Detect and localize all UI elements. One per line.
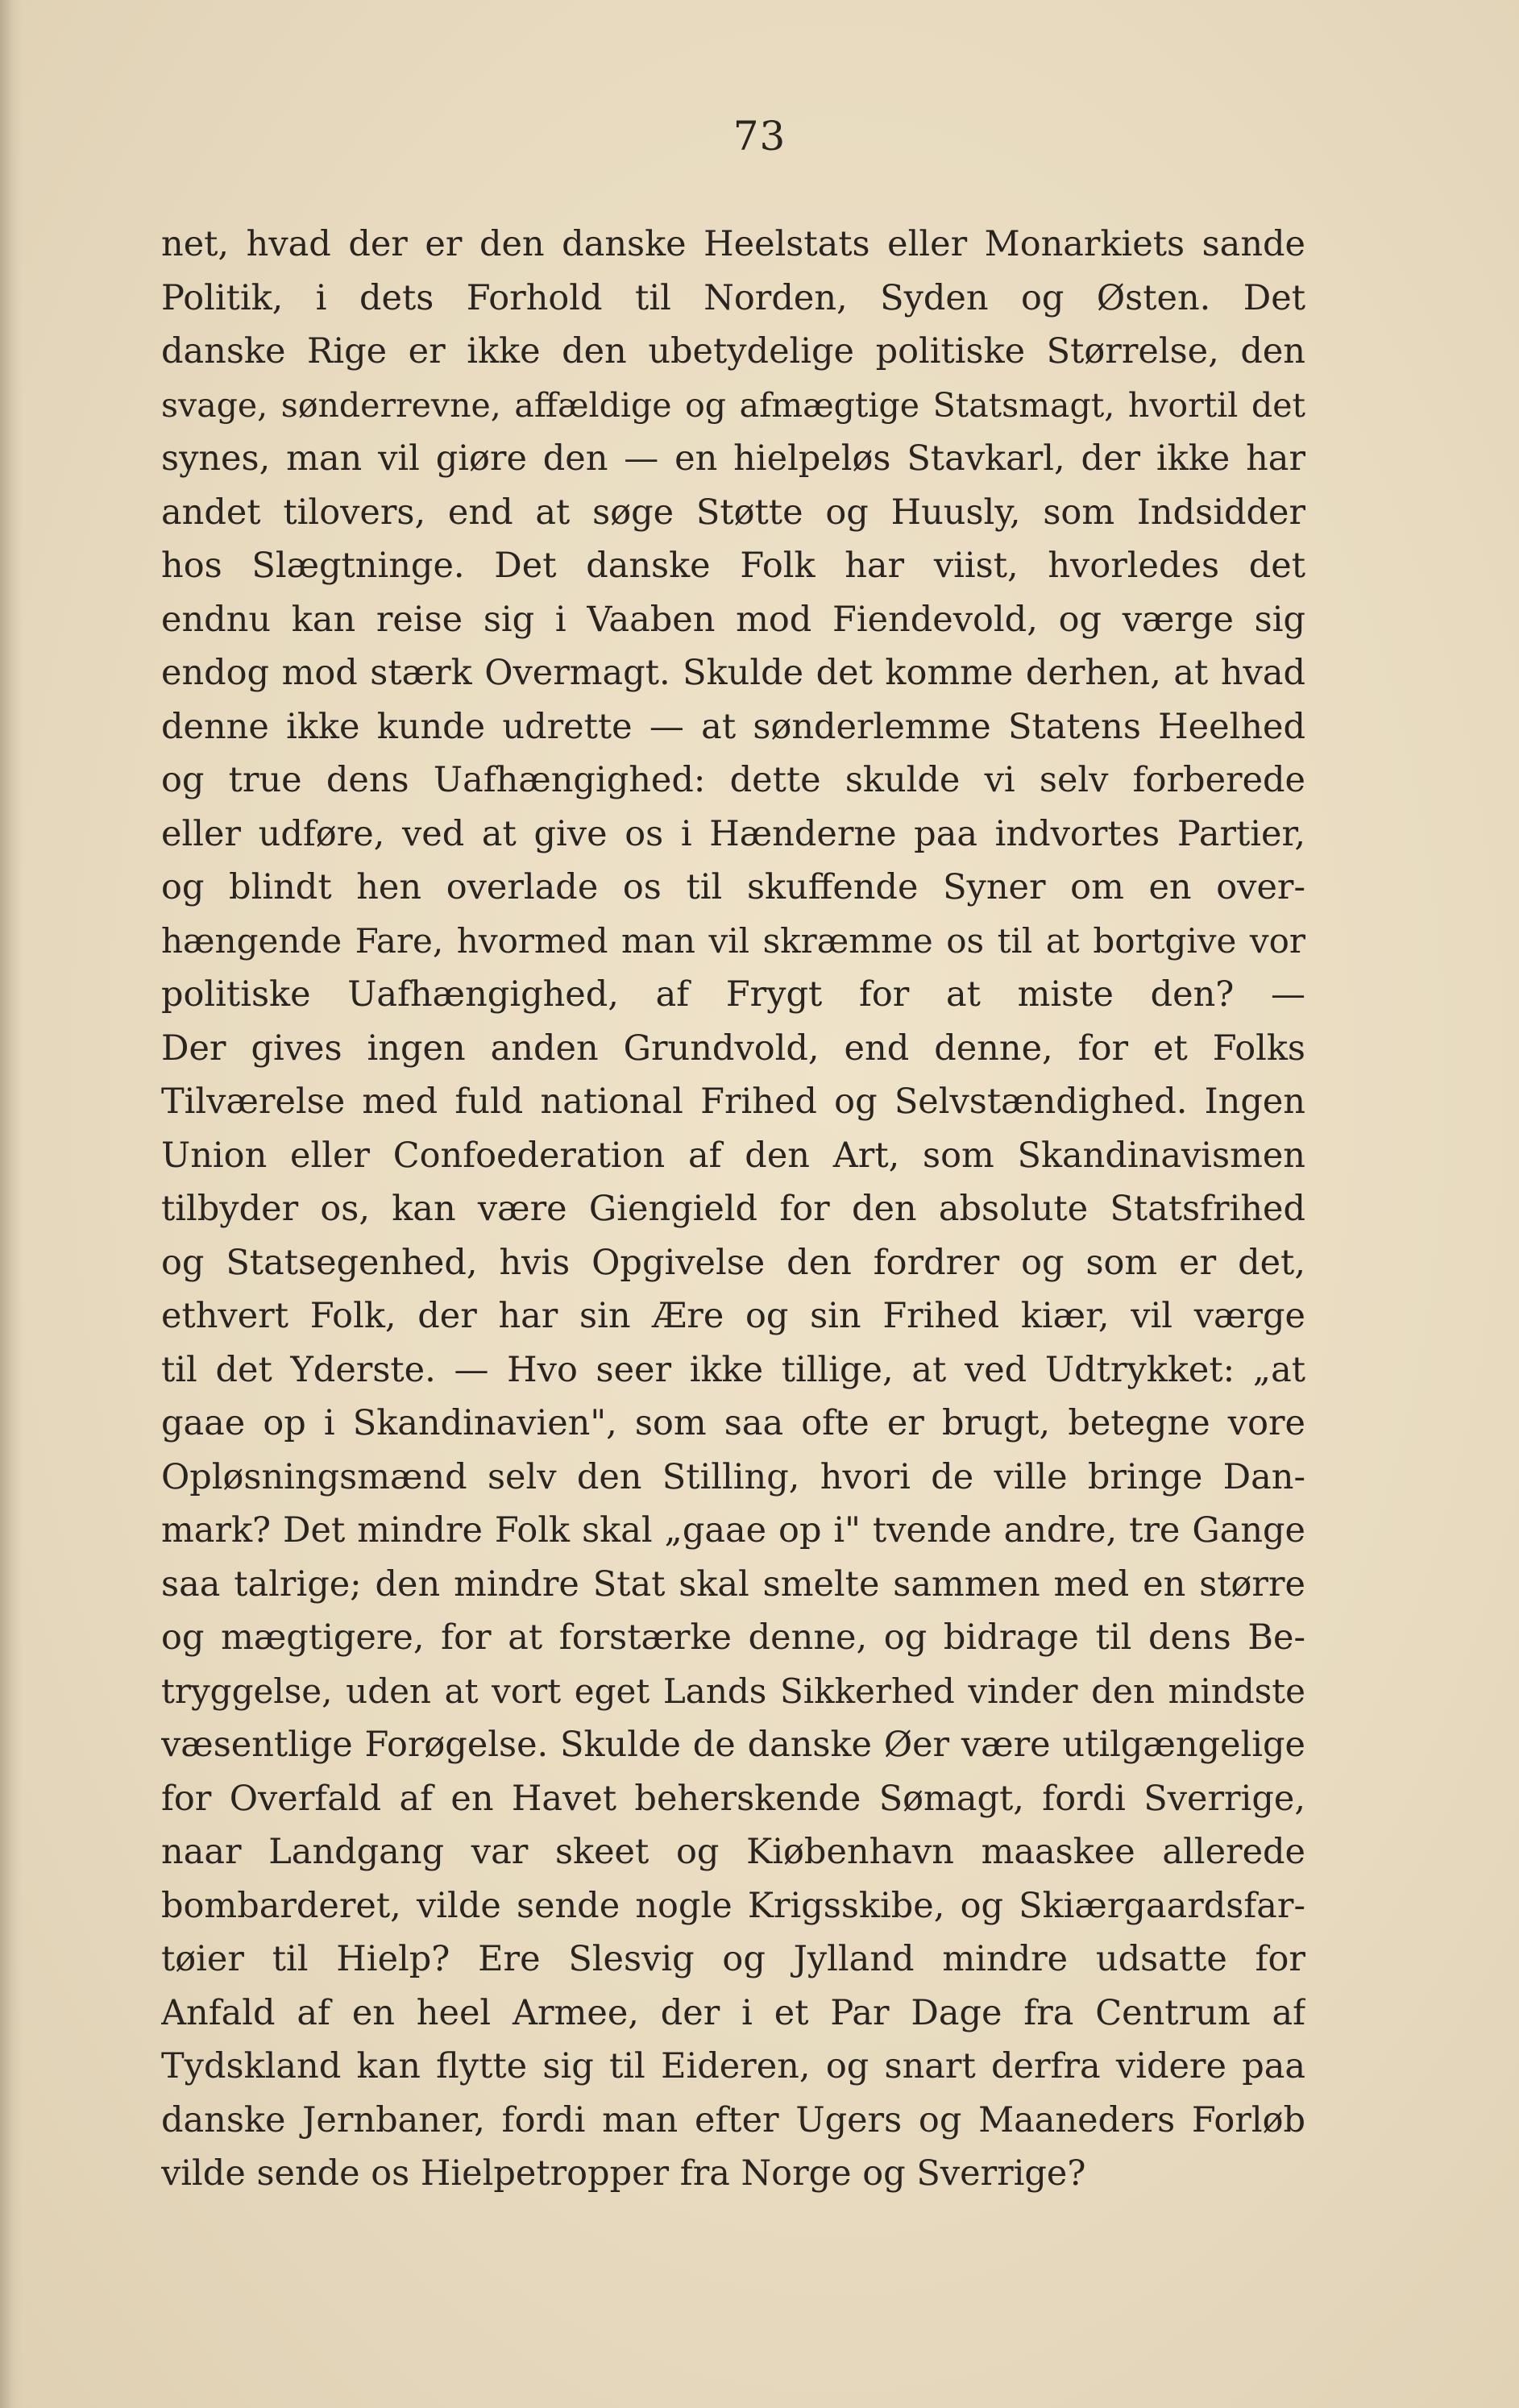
text-line: tøier til Hielp? Ere Slesvig og Jylland mindre udsatte for bbox=[161, 1939, 1305, 1979]
text-line: og Statsegenhed, hvis Opgivelse den fordrer og som er det, bbox=[161, 1242, 1305, 1283]
text-line: endog mod stærk Overmagt. Skulde det komme derhen, at hvad bbox=[161, 653, 1305, 693]
text-line: synes, man vil giøre den — en hielpeløs Stavkarl, der ikke har bbox=[161, 438, 1305, 479]
text-line: Tilværelse med fuld national Frihed og Selvstændighed. Ingen bbox=[161, 1082, 1305, 1122]
text-line: denne ikke kunde udrette — at sønderlemme Statens Heelhed bbox=[161, 706, 1305, 747]
text-line: vilde sende os Hielpetropper fra Norge og Sverrige? bbox=[161, 2153, 1086, 2194]
text-line: saa talrige; den mindre Stat skal smelte sammen med en større bbox=[161, 1563, 1305, 1605]
text-line: og true dens Uafhængighed: dette skulde vi selv forberede bbox=[161, 760, 1305, 800]
text-line: mark? Det mindre Folk skal „gaae op i" tvende andre, tre Gange bbox=[161, 1510, 1305, 1551]
text-line: Der gives ingen anden Grundvold, end denne, for et Folks bbox=[161, 1028, 1305, 1069]
text-line: Opløsningsmænd selv den Stilling, hvori de ville bringe Dan- bbox=[161, 1456, 1305, 1497]
text-line: Union eller Confoederation af den Art, som Skandinavismen bbox=[161, 1135, 1305, 1176]
text-line: bombarderet, vilde sende nogle Krigsskibe, og Skiærgaardsfar- bbox=[161, 1885, 1305, 1926]
text-line: danske Jernbaner, fordi man efter Ugers og Maaneders Forløb bbox=[161, 2099, 1305, 2140]
text-line: net, hvad der er den danske Heelstats eller Monarkiets sande bbox=[161, 224, 1305, 264]
text-line: og mægtigere, for at forstærke denne, og bidrage til dens Be- bbox=[161, 1617, 1305, 1658]
text-line: til det Yderste. — Hvo seer ikke tillige, at ved Udtrykket: „at bbox=[161, 1349, 1305, 1390]
text-line: Anfald af en heel Armee, der i et Par Dage fra Centrum af bbox=[161, 1992, 1305, 2033]
text-line: hos Slægtninge. Det danske Folk har viist, hvorledes det bbox=[161, 546, 1305, 586]
body-text bbox=[161, 218, 1305, 2201]
text-line: ethvert Folk, der har sin Ære og sin Frihed kiær, vil værge bbox=[161, 1296, 1305, 1336]
text-line: danske Rige er ikke den ubetydelige politiske Størrelse, den bbox=[161, 331, 1305, 372]
text-line: og blindt hen overlade os til skuffende Syner om en over- bbox=[161, 867, 1305, 907]
text-line: Tydskland kan flytte sig til Eideren, og snart derfra videre paa bbox=[161, 2046, 1305, 2086]
text-line: hængende Fare, hvormed man vil skræmme os til at bortgive vor bbox=[161, 920, 1305, 961]
text-line: Politik, i dets Forhold til Norden, Syden og Østen. Det bbox=[161, 277, 1305, 318]
text-line: eller udføre, ved at give os i Hænderne paa indvortes Partier, bbox=[161, 813, 1305, 854]
binding-edge bbox=[0, 0, 23, 2408]
text-line: endnu kan reise sig i Vaaben mod Fiendevold, og værge sig bbox=[161, 599, 1305, 640]
text-line: tryggelse, uden at vort eget Lands Sikkerhed vinder den mindste bbox=[161, 1671, 1305, 1711]
text-line: andet tilovers, end at søge Støtte og Huusly, som Indsidder bbox=[161, 492, 1305, 533]
page-number: 73 bbox=[733, 113, 786, 160]
text-line: væsentlige Forøgelse. Skulde de danske Øer være utilgængelige bbox=[161, 1725, 1305, 1765]
text-line: tilbyder os, kan være Giengield for den absolute Statsfrihed bbox=[161, 1189, 1305, 1229]
text-line: svage, sønderrevne, affældige og afmægtige Statsmagt, hvortil det bbox=[161, 385, 1305, 425]
text-line: naar Landgang var skeet og Kiøbenhavn maaskee allerede bbox=[161, 1832, 1305, 1872]
text-line: politiske Uafhængighed, af Frygt for at miste den? — bbox=[161, 974, 1305, 1015]
text-line: for Overfald af en Havet beherskende Sømagt, fordi Sverrige, bbox=[161, 1778, 1305, 1819]
text-line: gaae op i Skandinavien", som saa ofte er brugt, betegne vore bbox=[161, 1403, 1305, 1443]
